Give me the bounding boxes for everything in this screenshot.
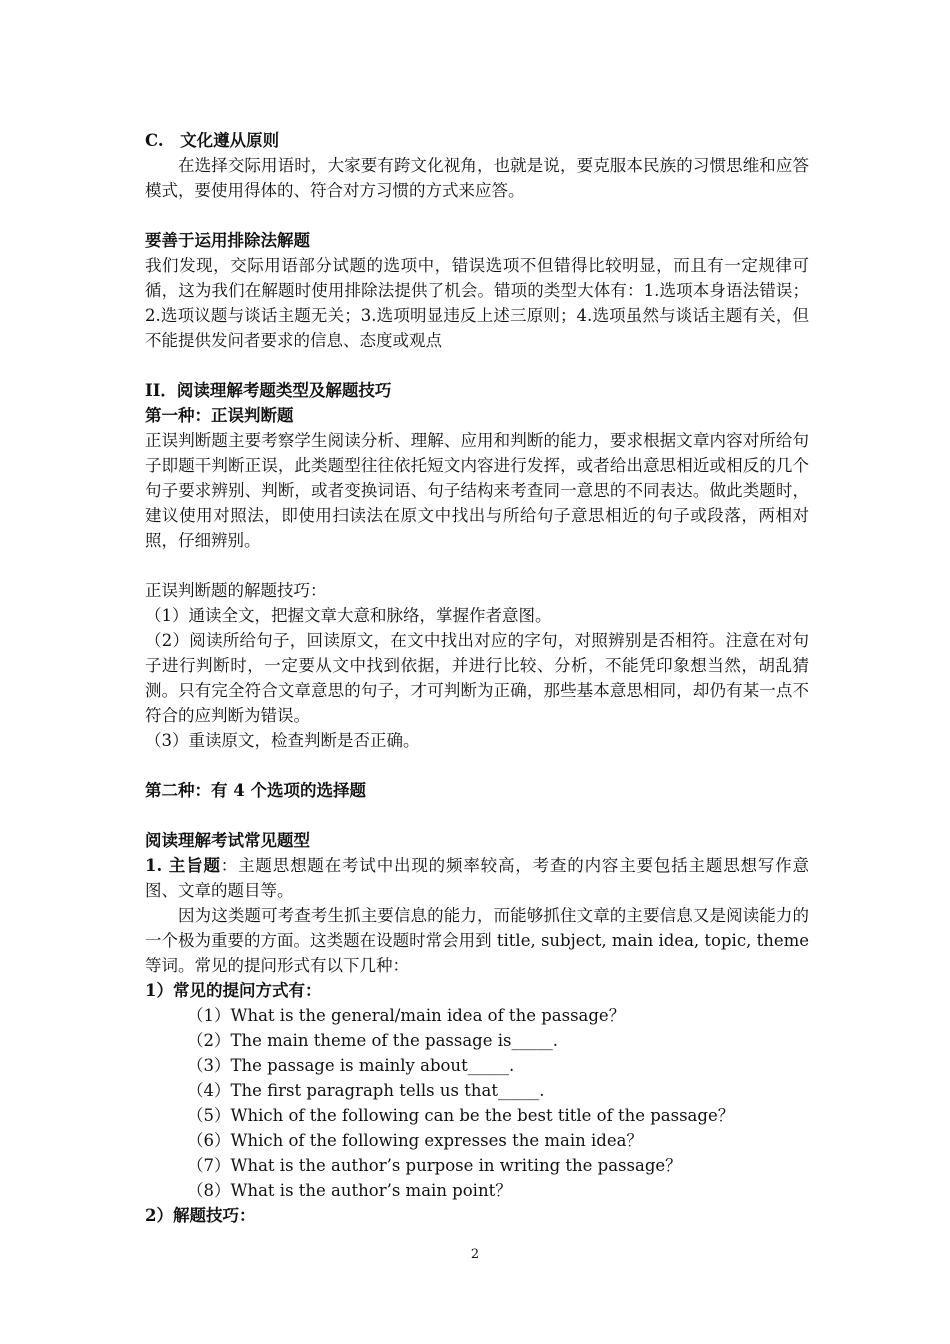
main-idea-paragraph	[145, 853, 809, 903]
section-c-body: 在选择交际用语时，大家要有跨文化视角，也就是说，要克服本民族的习惯思维和应答模式，要使用得体的、符合对方习惯的方式来应答。	[145, 156, 809, 200]
main-idea-body-2: 因为这类题可考查考生抓主要信息的能力，而能够抓住文章的主要信息又是阅读能力的一个极为重要的方面。这类题在设题时常会用到 title, subject, main idea, topic, theme 等词。常见的提问形式有以下几种：	[145, 906, 809, 975]
question-forms-heading: 1）常见的提问方式有：	[145, 981, 322, 1000]
section-c-heading: C. 文化遵从原则	[145, 131, 280, 150]
question-item: （4）The first paragraph tells us that_____.	[187, 1081, 545, 1100]
tips-title: 正误判断题的解题技巧：	[145, 581, 327, 600]
page-number: 2	[470, 1247, 480, 1262]
question-item: （3）The passage is mainly about_____.	[187, 1056, 515, 1075]
solving-tips-heading: 2）解题技巧：	[145, 1206, 256, 1225]
tip-3: （3）重读原文，检查判断是否正确。	[145, 731, 420, 750]
question-item: （2）The main theme of the passage is_____.	[187, 1031, 558, 1050]
main-idea-label: 1. 主旨题	[145, 856, 221, 875]
type1-body: 正误判断题主要考察学生阅读分析、理解、应用和判断的能力，要求根据文章内容对所给句子即题干判断正误，此类题型往往依托短文内容进行发挥，或者给出意思相近或相反的几个句子要求辨别、判断，或者变换词语、句子结构来考查同一意思的不同表达。做此类题时，建议使用对照法，即使用扫读法在原文中找出与所给句子意思相近的句子或段落，两相对照，仔细辨别。	[145, 431, 809, 550]
type2-heading: 第二种：有 4 个选项的选择题	[145, 781, 366, 800]
tip-2: （2）阅读所给句子，回读原文，在文中找出对应的字句，对照辨别是否相符。注意在对句子进行判断时，一定要从文中找到依据，并进行比较、分析，不能凭印象想当然，胡乱猜测。只有完全符合文章意思的句子，才可判断为正确，那些基本意思相同，却仍有某一点不符合的应判断为错误。	[145, 631, 809, 725]
question-item: （8）What is the author’s main point？	[187, 1181, 512, 1200]
tip-1: （1）通读全文，把握文章大意和脉络，掌握作者意图。	[145, 606, 552, 625]
question-item: （6）Which of the following expresses the main idea？	[187, 1131, 643, 1150]
main-idea-body: ：主题思想题在考试中出现的频率较高，考查的内容主要包括主题思想写作意图、文章的题目等。	[145, 856, 809, 900]
page-content	[145, 128, 809, 1228]
common-types-heading: 阅读理解考试常见题型	[145, 831, 310, 850]
elimination-heading: 要善于运用排除法解题	[145, 231, 310, 250]
question-item: （5）Which of the following can be the best title of the passage？	[187, 1106, 735, 1125]
elimination-body: 我们发现，交际用语部分试题的选项中，错误选项不但错得比较明显，而且有一定规律可循，这为我们在解题时使用排除法提供了机会。错项的类型大体有：1.选项本身语法错误；2.选项议题与谈话主题无关；3.选项明显违反上述三原则；4.选项虽然与谈话主题有关，但不能提供发问者要求的信息、态度或观点	[145, 256, 809, 350]
question-item: （7）What is the author’s purpose in writing the passage？	[187, 1156, 682, 1175]
question-item: （1）What is the general/main idea of the passage？	[187, 1006, 626, 1025]
type1-heading: 第一种：正误判断题	[145, 406, 294, 425]
reading-heading: II．阅读理解考题类型及解题技巧	[145, 381, 392, 400]
